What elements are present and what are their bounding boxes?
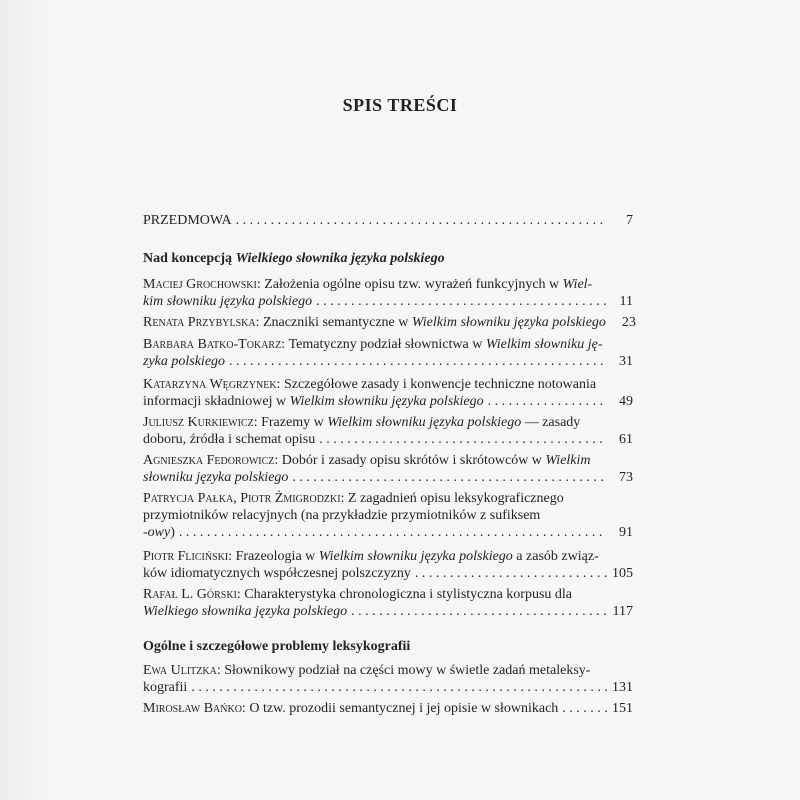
leader-dots xyxy=(316,293,607,310)
page-number: 61 xyxy=(619,432,633,447)
toc-entry-line xyxy=(143,353,633,370)
entry-author: Piotr Fliciński: xyxy=(143,549,236,564)
toc-entry-line xyxy=(143,524,633,541)
toc-entry-line xyxy=(143,276,633,293)
entry-text: -owy) xyxy=(143,525,175,540)
entry-text: Juliusz Kurkiewicz: Frazemy w Wielkim słowniku języka polskiego — zasady xyxy=(143,415,581,430)
entry-text: Ewa Ulitzka: Słownikowy podział na części mowy w świetle zadań metaleksy- xyxy=(143,663,591,678)
entry-text: Rafał L. Górski: Charakterystyka chronologiczna i stylistyczna korpusu dla xyxy=(143,587,573,602)
page-number: 11 xyxy=(619,294,633,309)
page-number: 49 xyxy=(619,394,633,409)
toc-entry-line xyxy=(143,452,633,469)
entry-text: kim słowniku języka polskiego xyxy=(143,294,313,309)
toc-entry-line xyxy=(143,662,633,679)
toc-entry[interactable] xyxy=(143,336,633,370)
toc-entry[interactable] xyxy=(143,490,633,541)
page-number: 151 xyxy=(612,701,633,716)
leader-dots xyxy=(415,565,607,582)
leader-dots xyxy=(191,679,607,696)
entry-author: Renata Przybylska: xyxy=(143,315,263,330)
toc-entry-line xyxy=(143,548,633,565)
leader-dots xyxy=(351,603,607,620)
entry-author: Agnieszka Fedorowicz: xyxy=(143,453,282,468)
toc-entry-line xyxy=(143,431,633,448)
toc-entry-line xyxy=(143,507,633,524)
entry-text: ków idiomatycznych współczesnej polszczyzny xyxy=(143,566,411,581)
entry-text: Barbara Batko-Tokarz: Tematyczny podział słownictwa w Wielkim słowniku ję- xyxy=(143,337,603,352)
page-number: 73 xyxy=(619,470,633,485)
table-of-contents xyxy=(143,0,636,800)
entry-text: Mirosław Bańko: O tzw. prozodii semantycznej i jej opisie w słownikach xyxy=(143,701,559,716)
toc-entry[interactable] xyxy=(143,276,633,310)
toc-entry-line xyxy=(143,700,633,717)
entry-text: przymiotników relacyjnych (na przykładzie przymiotników z sufiksem xyxy=(143,508,541,523)
toc-entry-line xyxy=(143,565,633,582)
page-number: 91 xyxy=(619,525,633,540)
page-title: SPIS TREŚCI xyxy=(342,95,458,115)
entry-author: Barbara Batko-Tokarz: xyxy=(143,337,289,352)
entry-text: zyka polskiego xyxy=(143,354,226,369)
toc-entry-line xyxy=(143,336,633,353)
section-heading: Nad koncepcją Wielkiego słownika języka polskiego xyxy=(143,251,445,266)
leader-dots xyxy=(562,700,607,717)
preface-label: PRZEDMOWA xyxy=(143,213,232,228)
entry-author: Rafał L. Górski: xyxy=(143,587,245,602)
entry-text: doboru, źródła i schemat opisu xyxy=(143,432,316,447)
entry-text: Katarzyna Węgrzynek: Szczegółowe zasady i konwencje techniczne notowania xyxy=(143,377,597,392)
entry-text: Renata Przybylska: Znaczniki semantyczne w Wielkim słowniku języka polskiego xyxy=(143,315,606,330)
entry-text: Wielkiego słownika języka polskiego xyxy=(143,604,348,619)
toc-entry-line xyxy=(143,586,633,603)
leader-dots xyxy=(236,212,607,229)
entry-text: Piotr Fliciński: Frazeologia w Wielkim słowniku języka polskiego a zasób związ- xyxy=(143,549,599,564)
toc-entry-line xyxy=(143,314,636,331)
toc-entry[interactable] xyxy=(143,662,633,696)
toc-entry-line xyxy=(143,679,633,696)
toc-entry[interactable] xyxy=(143,548,633,582)
toc-entry[interactable] xyxy=(143,414,633,448)
entry-text: informacji składniowej w Wielkim słowniku języka polskiego xyxy=(143,394,484,409)
toc-entry[interactable] xyxy=(143,452,633,486)
toc-entry-line xyxy=(143,469,633,486)
entry-author: Mirosław Bańko: xyxy=(143,701,250,716)
toc-entry-line xyxy=(143,603,633,620)
page-number: 7 xyxy=(626,213,633,228)
toc-entry[interactable] xyxy=(143,700,633,717)
toc-entry-line xyxy=(143,490,633,507)
entry-author: Ewa Ulitzka: xyxy=(143,663,225,678)
leader-dots xyxy=(319,431,607,448)
page-number: 117 xyxy=(612,604,633,619)
toc-entry-line xyxy=(143,376,633,393)
entry-author: Juliusz Kurkiewicz: xyxy=(143,415,262,430)
toc-entry[interactable] xyxy=(143,376,633,410)
toc-entry-line xyxy=(143,393,633,410)
entry-text: słowniku języka polskiego xyxy=(143,470,289,485)
toc-entry[interactable] xyxy=(143,314,636,331)
leader-dots xyxy=(179,524,607,541)
leader-dots xyxy=(292,469,607,486)
entry-author: Katarzyna Węgrzynek: xyxy=(143,377,284,392)
entry-text: Patrycja Pałka, Piotr Żmigrodzki: Z zagadnień opisu leksykograficznego xyxy=(143,491,564,506)
section-heading: Ogólne i szczegółowe problemy leksykografii xyxy=(143,639,411,654)
toc-entry-line xyxy=(143,293,633,310)
entry-author: Maciej Grochowski: xyxy=(143,277,265,292)
page-number: 23 xyxy=(621,315,636,330)
preface-entry[interactable] xyxy=(143,212,633,229)
entry-text: Agnieszka Fedorowicz: Dobór i zasady opisu skrótów i skrótowców w Wielkim xyxy=(143,453,591,468)
page-number: 105 xyxy=(612,566,633,581)
page-number: 31 xyxy=(619,354,633,369)
toc-entry-line xyxy=(143,414,633,431)
leader-dots xyxy=(229,353,607,370)
entry-text: kografii xyxy=(143,680,188,695)
entry-author: Patrycja Pałka, Piotr Żmigrodzki: xyxy=(143,491,348,506)
page-number: 131 xyxy=(612,680,633,695)
entry-text: Maciej Grochowski: Założenia ogólne opisu tzw. wyrażeń funkcyjnych w Wiel- xyxy=(143,277,593,292)
leader-dots xyxy=(488,393,607,410)
toc-entry[interactable] xyxy=(143,586,633,620)
